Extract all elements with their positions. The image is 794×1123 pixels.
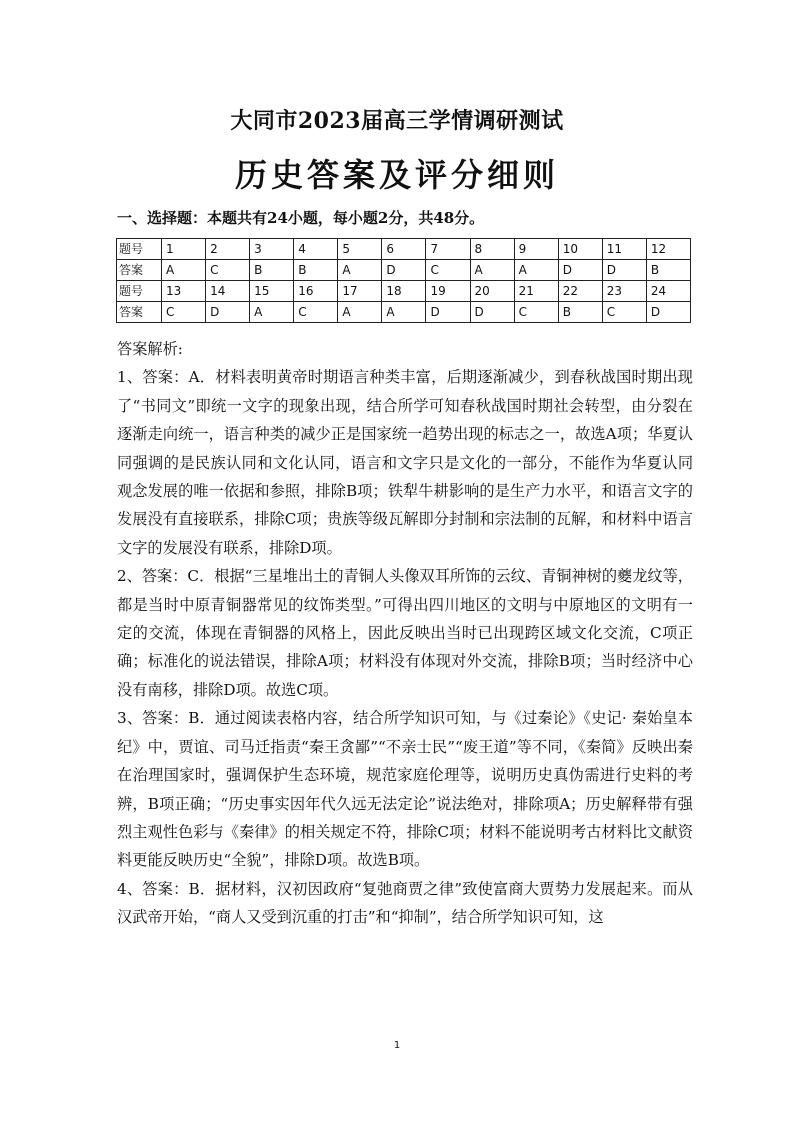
table-row-label: 题号 bbox=[117, 239, 162, 260]
table-cell: B bbox=[646, 260, 690, 281]
table-cell: B bbox=[250, 260, 294, 281]
table-cell: 5 bbox=[338, 239, 382, 260]
table-cell: A bbox=[514, 260, 558, 281]
table-cell: 21 bbox=[514, 281, 558, 302]
table-cell: 18 bbox=[382, 281, 426, 302]
table-cell: C bbox=[602, 302, 646, 323]
table-cell: 7 bbox=[426, 239, 470, 260]
table-cell: C bbox=[514, 302, 558, 323]
table-cell: 23 bbox=[602, 281, 646, 302]
table-cell: A bbox=[250, 302, 294, 323]
document-title: 大同市2023届高三学情调研测试 bbox=[230, 108, 564, 134]
table-cell: 16 bbox=[294, 281, 338, 302]
table-cell: A bbox=[162, 260, 206, 281]
table-cell: A bbox=[338, 260, 382, 281]
table-row bbox=[117, 239, 691, 260]
page-number: 1 bbox=[393, 1040, 401, 1051]
answer-table bbox=[116, 238, 691, 323]
table-cell: 22 bbox=[558, 281, 602, 302]
table-cell: 2 bbox=[206, 239, 250, 260]
table-cell: B bbox=[558, 302, 602, 323]
table-cell: A bbox=[470, 260, 514, 281]
table-row bbox=[117, 260, 691, 281]
table-cell: D bbox=[426, 302, 470, 323]
table-row-label: 题号 bbox=[117, 281, 162, 302]
section-heading: 一、选择题：本题共有24小题，每小题2分，共48分。 bbox=[117, 209, 485, 227]
table-cell: 13 bbox=[162, 281, 206, 302]
table-cell: 12 bbox=[646, 239, 690, 260]
table-cell: 11 bbox=[602, 239, 646, 260]
table-cell: D bbox=[558, 260, 602, 281]
table-cell: 1 bbox=[162, 239, 206, 260]
table-cell: D bbox=[206, 302, 250, 323]
table-cell: 20 bbox=[470, 281, 514, 302]
table-cell: 10 bbox=[558, 239, 602, 260]
table-row bbox=[117, 281, 691, 302]
table-cell: 4 bbox=[294, 239, 338, 260]
table-cell: D bbox=[470, 302, 514, 323]
analysis-paragraph-2: 2、答案：C．根据“三星堆出土的青铜人头像双耳所饰的云纹、青铜神树的夔龙纹等，都是当时中原青铜器常见的纹饰类型。”可得出四川地区的文明与中原地区的文明有一定的交流，体现在青铜器的风格上，因此反映出当时已出现跨区域文化交流，C项正确；标准化的说法错误，排除A项；材料没有体现对外交流，排除B项；当时经济中心没有南移，排除D项。故选C项。 bbox=[117, 567, 693, 699]
table-cell: C bbox=[206, 260, 250, 281]
table-row-label: 答案 bbox=[117, 302, 162, 323]
table-cell: D bbox=[602, 260, 646, 281]
analysis-paragraph-3: 3、答案：B．通过阅读表格内容，结合所学知识可知，与《过秦论》《史记· 秦始皇本纪》中，贾谊、司马迁指责“秦王贪鄙”“不亲士民”“废王道”等不同，《秦简》反映出秦在治理国家时，强调保护生态环境，规范家庭伦理等，说明历史真伪需进行史料的考辨，B项正确；“历史事实因年代久远无法定论”说法绝对，排除项A；历史解释带有强烈主观性色彩与《秦律》的相关规定不符，排除C项；材料不能说明考古材料比文献资料更能反映历史“全貌”，排除D项。故选B项。 bbox=[117, 709, 693, 870]
table-cell: 3 bbox=[250, 239, 294, 260]
analysis-paragraph-4: 4、答案：B．据材料，汉初因政府“复弛商贾之律”致使富商大贾势力发展起来。而从汉武帝开始，“商人又受到沉重的打击”和“抑制”，结合所学知识可知，这 bbox=[117, 879, 693, 927]
table-cell: 24 bbox=[646, 281, 690, 302]
table-cell: 15 bbox=[250, 281, 294, 302]
analysis-section bbox=[117, 335, 693, 932]
table-cell: C bbox=[426, 260, 470, 281]
table-cell: 9 bbox=[514, 239, 558, 260]
table-row-label: 答案 bbox=[117, 260, 162, 281]
table-cell: A bbox=[382, 302, 426, 323]
table-cell: 14 bbox=[206, 281, 250, 302]
table-cell: 6 bbox=[382, 239, 426, 260]
table-cell: C bbox=[294, 302, 338, 323]
table-cell: B bbox=[294, 260, 338, 281]
table-cell: 19 bbox=[426, 281, 470, 302]
table-cell: A bbox=[338, 302, 382, 323]
table-cell: 8 bbox=[470, 239, 514, 260]
analysis-label: 答案解析: bbox=[117, 340, 183, 358]
table-cell: C bbox=[162, 302, 206, 323]
document-subtitle: 历史答案及评分细则 bbox=[234, 156, 559, 194]
table-row bbox=[117, 302, 691, 323]
analysis-paragraph-1: 1、答案：A．材料表明黄帝时期语言种类丰富，后期逐渐减少，到春秋战国时期出现了“书同文”即统一文字的现象出现，结合所学可知春秋战国时期社会转型，由分裂在逐渐走向统一，语言种类的减少正是国家统一趋势出现的标志之一，故选A项；华夏认同强调的是民族认同和文化认同，语言和文字只是文化的一部分，不能作为华夏认同观念发展的唯一依据和参照，排除B项；铁犁牛耕影响的是生产力水平，和语言文字的发展没有直接联系，排除C项；贵族等级瓦解即分封制和宗法制的瓦解，和材料中语言文字的发展没有联系，排除D项。 bbox=[117, 368, 693, 557]
table-cell: 17 bbox=[338, 281, 382, 302]
table-cell: D bbox=[646, 302, 690, 323]
table-cell: D bbox=[382, 260, 426, 281]
